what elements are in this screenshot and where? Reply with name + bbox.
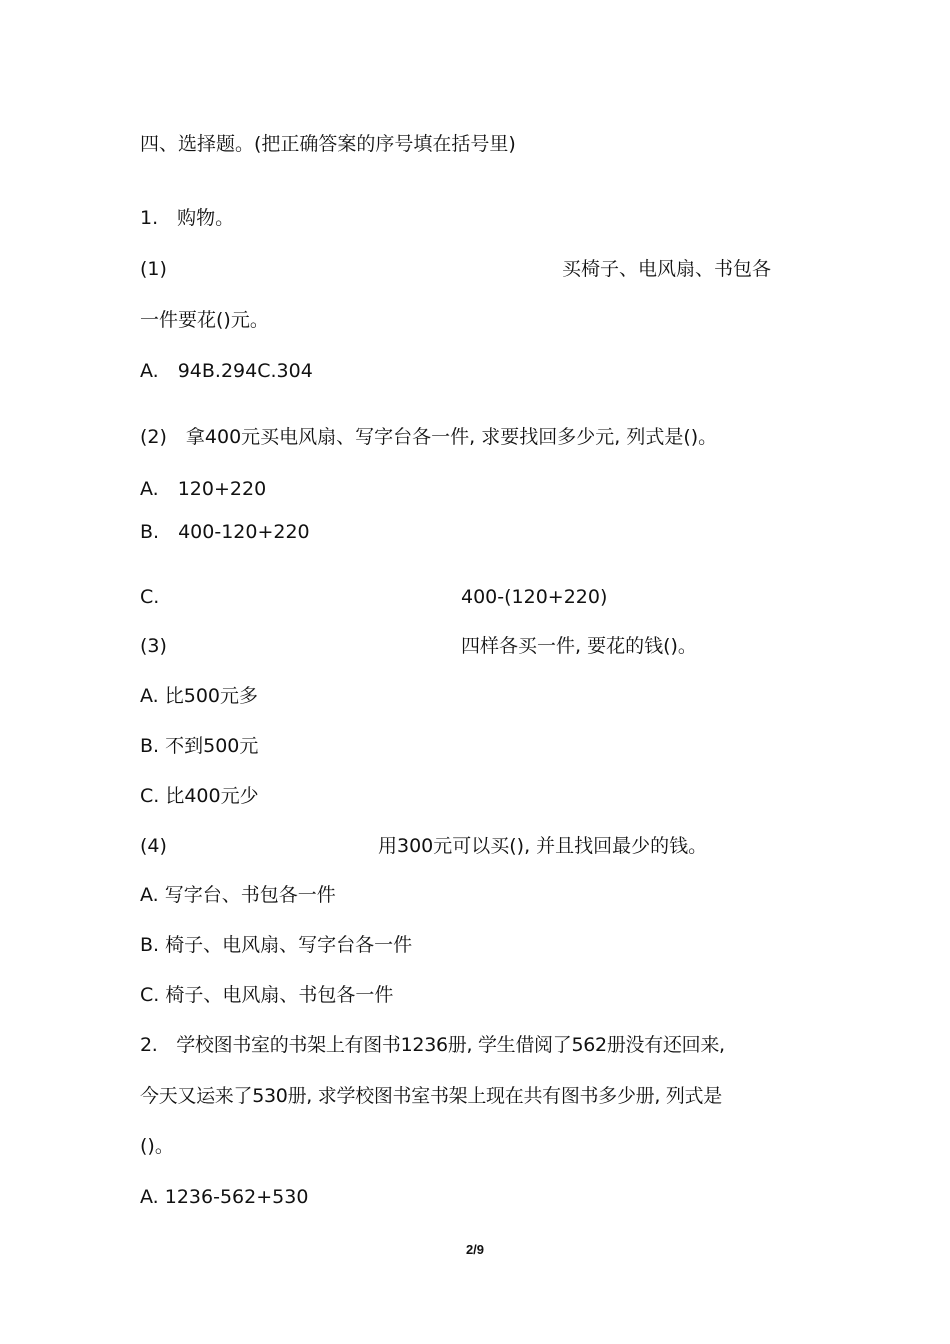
question-2-option-a: A. 1236-562+530 bbox=[140, 1186, 309, 1208]
page-number: 2/9 bbox=[465, 1242, 485, 1257]
q1-part2-option-b: B. 400-120+220 bbox=[140, 521, 310, 543]
question-2-line2: 今天又运来了530册, 求学校图书室书架上现在共有图书多少册, 列式是 bbox=[140, 1085, 722, 1107]
q1-part3-text: 四样各买一件, 要花的钱()。 bbox=[461, 635, 697, 657]
q1-part1-number: (1) bbox=[140, 258, 167, 280]
q1-part1-image-placeholder bbox=[180, 252, 550, 286]
section-title: 四、选择题。(把正确答案的序号填在括号里) bbox=[140, 133, 516, 155]
question-2-line3: ()。 bbox=[140, 1135, 174, 1157]
q1-part1-text: 买椅子、电风扇、书包各 bbox=[562, 258, 772, 280]
q1-part4-number: (4) bbox=[140, 835, 167, 857]
q1-part2-option-c-label: C. bbox=[140, 586, 160, 608]
q1-part3-option-c: C. 比400元少 bbox=[140, 785, 259, 807]
q1-part4-option-c: C. 椅子、电风扇、书包各一件 bbox=[140, 984, 394, 1006]
q1-part1-options: A. 94B.294C.304 bbox=[140, 360, 313, 382]
q1-part2-text: (2) 拿400元买电风扇、写字台各一件, 求要找回多少元, 列式是()。 bbox=[140, 426, 718, 448]
q1-part3-number: (3) bbox=[140, 635, 167, 657]
q1-part2-option-a: A. 120+220 bbox=[140, 478, 267, 500]
question-1-title: 1. 购物。 bbox=[140, 207, 235, 229]
q1-part4-text: 用300元可以买(), 并且找回最少的钱。 bbox=[378, 835, 708, 857]
q1-part4-option-a: A. 写字台、书包各一件 bbox=[140, 884, 336, 906]
q1-part2-option-c-value: 400-(120+220) bbox=[461, 586, 608, 608]
q1-part3-option-a: A. 比500元多 bbox=[140, 685, 259, 707]
q1-part4-option-b: B. 椅子、电风扇、写字台各一件 bbox=[140, 934, 413, 956]
q1-part1-text-cont: 一件要花()元。 bbox=[140, 309, 269, 331]
question-2-line1: 2. 学校图书室的书架上有图书1236册, 学生借阅了562册没有还回来, bbox=[140, 1034, 725, 1056]
q1-part3-option-b: B. 不到500元 bbox=[140, 735, 259, 757]
